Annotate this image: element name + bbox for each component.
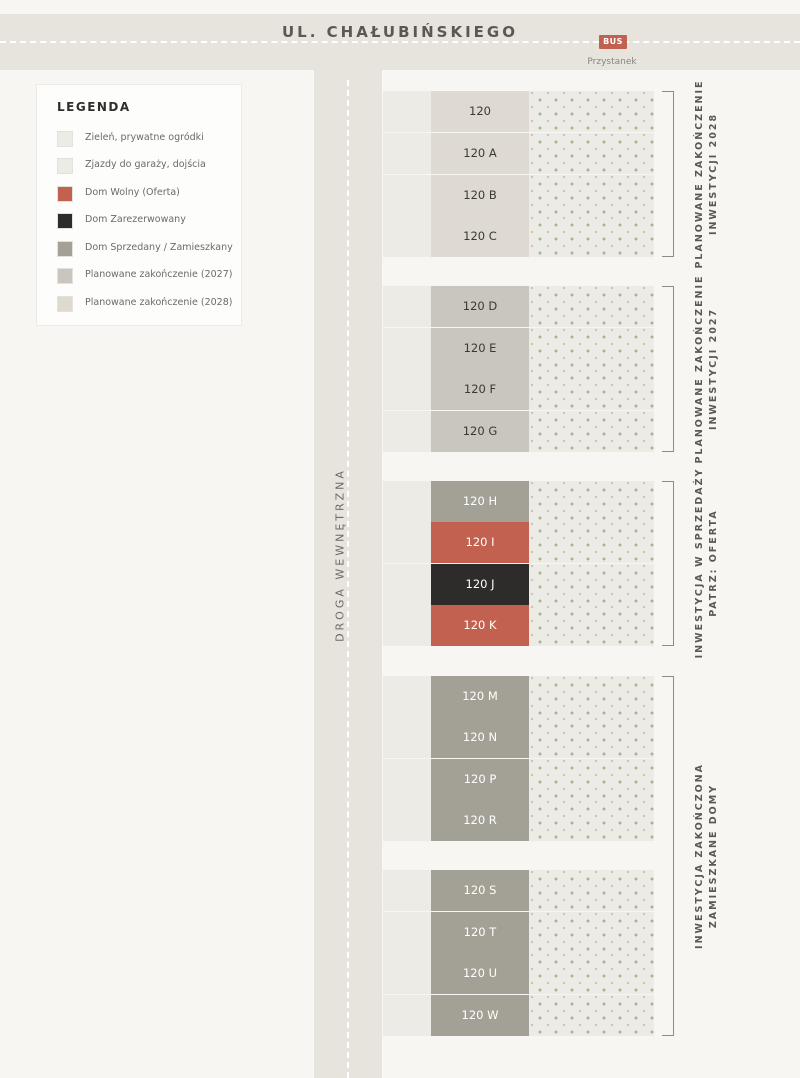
house-120-u[interactable]: 120 U xyxy=(431,953,529,994)
driveway xyxy=(383,800,431,841)
driveway xyxy=(383,953,431,994)
house-120-p[interactable]: 120 P xyxy=(431,759,529,800)
garden xyxy=(529,912,654,953)
group-label-line: ZAMIESZKANE DOMY xyxy=(708,783,719,929)
garden xyxy=(529,564,654,605)
garden xyxy=(529,522,654,563)
group-label-2027 xyxy=(693,274,721,463)
group-bracket-sale xyxy=(662,481,674,646)
house-120[interactable]: 120 xyxy=(431,91,529,132)
group-label-sale xyxy=(693,468,721,659)
house-120-m[interactable]: 120 M xyxy=(431,676,529,717)
plot-120[interactable] xyxy=(383,91,654,132)
driveway xyxy=(383,995,431,1036)
legend-swatch xyxy=(57,241,73,257)
plot-120-t[interactable] xyxy=(383,912,654,953)
group-label-line: PATRZ: OFERTA xyxy=(708,509,719,617)
house-120-i[interactable]: 120 I xyxy=(431,522,529,563)
garden xyxy=(529,175,654,216)
garden xyxy=(529,717,654,758)
garden xyxy=(529,369,654,410)
driveway xyxy=(383,411,431,452)
legend-panel xyxy=(36,84,242,326)
plot-120-w[interactable] xyxy=(383,995,654,1036)
street-name: UL. CHAŁUBIŃSKIEGO xyxy=(282,23,518,41)
house-120-f[interactable]: 120 F xyxy=(431,369,529,410)
garden xyxy=(529,676,654,717)
house-120-k[interactable]: 120 K xyxy=(431,605,529,646)
legend-label: Planowane zakończenie (2027) xyxy=(85,269,233,280)
group-label-line: INWESTYCJI 2027 xyxy=(708,307,719,431)
garden xyxy=(529,216,654,257)
plot-120-g[interactable] xyxy=(383,411,654,452)
plot-120-s[interactable] xyxy=(383,870,654,911)
street-chalubinskiego xyxy=(0,14,800,70)
driveway xyxy=(383,91,431,132)
group-bracket-2028 xyxy=(662,91,674,257)
legend-swatch xyxy=(57,296,73,312)
garden xyxy=(529,286,654,327)
driveway xyxy=(383,522,431,563)
garden xyxy=(529,953,654,994)
house-120-s[interactable]: 120 S xyxy=(431,870,529,911)
legend-item-reserved xyxy=(57,213,243,229)
group-label-line: INWESTYCJI 2028 xyxy=(708,112,719,236)
driveway xyxy=(383,870,431,911)
house-120-e[interactable]: 120 E xyxy=(431,328,529,369)
legend-swatch xyxy=(57,158,73,174)
driveway xyxy=(383,605,431,646)
garden xyxy=(529,759,654,800)
driveway xyxy=(383,216,431,257)
house-120-r[interactable]: 120 R xyxy=(431,800,529,841)
legend-label: Dom Zarezerwowany xyxy=(85,214,186,225)
garden xyxy=(529,605,654,646)
driveway xyxy=(383,676,431,717)
group-label-completed xyxy=(693,763,721,949)
house-120-n[interactable]: 120 N xyxy=(431,717,529,758)
driveway xyxy=(383,481,431,522)
house-120-d[interactable]: 120 D xyxy=(431,286,529,327)
group-bracket-completed xyxy=(662,676,674,1036)
group-bracket-2027 xyxy=(662,286,674,452)
plot-120-n[interactable] xyxy=(383,717,654,758)
house-120-j[interactable]: 120 J xyxy=(431,564,529,605)
legend-item-sold xyxy=(57,241,243,257)
legend-title: LEGENDA xyxy=(57,100,131,114)
legend-label: Dom Sprzedany / Zamieszkany xyxy=(85,242,233,253)
legend-item-driveways xyxy=(57,158,243,174)
legend-item-greenery xyxy=(57,131,243,147)
plot-120-a[interactable] xyxy=(383,133,654,174)
house-120-h[interactable]: 120 H xyxy=(431,481,529,522)
legend-label: Zjazdy do garaży, dojścia xyxy=(85,159,206,170)
garden xyxy=(529,995,654,1036)
plot-120-h[interactable] xyxy=(383,481,654,522)
garden xyxy=(529,411,654,452)
house-120-a[interactable]: 120 A xyxy=(431,133,529,174)
group-label-line: PLANOWANE ZAKOŃCZENIE xyxy=(694,79,705,269)
house-120-c[interactable]: 120 C xyxy=(431,216,529,257)
garden xyxy=(529,481,654,522)
group-label-2028 xyxy=(693,79,721,268)
plot-120-b[interactable] xyxy=(383,175,654,216)
street-centerline xyxy=(0,41,800,43)
plot-120-j[interactable] xyxy=(383,564,654,605)
plot-120-r[interactable] xyxy=(383,800,654,841)
plot-120-f[interactable] xyxy=(383,369,654,410)
garden xyxy=(529,870,654,911)
legend-label: Zieleń, prywatne ogródki xyxy=(85,132,204,143)
road-centerline xyxy=(347,80,349,1078)
driveway xyxy=(383,175,431,216)
plot-120-i[interactable] xyxy=(383,522,654,563)
bus-stop-label: Przystanek xyxy=(587,57,637,67)
driveway xyxy=(383,759,431,800)
driveway xyxy=(383,286,431,327)
driveway xyxy=(383,912,431,953)
garden xyxy=(529,133,654,174)
legend-item-planned-2027 xyxy=(57,268,243,284)
legend-label: Dom Wolny (Oferta) xyxy=(85,187,180,198)
garden xyxy=(529,800,654,841)
driveway xyxy=(383,328,431,369)
legend-swatch xyxy=(57,213,73,229)
group-label-line: PLANOWANE ZAKOŃCZENIE xyxy=(694,274,705,464)
house-120-t[interactable]: 120 T xyxy=(431,912,529,953)
group-label-line: INWESTYCJA W SPRZEDAŻY xyxy=(694,467,705,659)
house-120-g[interactable]: 120 G xyxy=(431,411,529,452)
garden xyxy=(529,328,654,369)
plot-120-d[interactable] xyxy=(383,286,654,327)
house-120-w[interactable]: 120 W xyxy=(431,995,529,1036)
plot-120-e[interactable] xyxy=(383,328,654,369)
driveway xyxy=(383,369,431,410)
group-label-line: INWESTYCJA ZAKOŃCZONA xyxy=(694,763,705,949)
legend-item-free xyxy=(57,186,243,202)
driveway xyxy=(383,564,431,605)
legend-swatch xyxy=(57,131,73,147)
plot-120-k[interactable] xyxy=(383,605,654,646)
plot-120-u[interactable] xyxy=(383,953,654,994)
legend-label: Planowane zakończenie (2028) xyxy=(85,297,233,308)
legend-swatch xyxy=(57,186,73,202)
driveway xyxy=(383,717,431,758)
house-120-b[interactable]: 120 B xyxy=(431,175,529,216)
plot-120-p[interactable] xyxy=(383,759,654,800)
driveway xyxy=(383,133,431,174)
road-label: DROGA WEWNĘTRZNA xyxy=(333,468,347,642)
bus-badge-icon: BUS xyxy=(599,35,627,49)
plot-120-m[interactable] xyxy=(383,676,654,717)
legend-swatch xyxy=(57,268,73,284)
plot-120-c[interactable] xyxy=(383,216,654,257)
garden xyxy=(529,91,654,132)
legend-item-planned-2028 xyxy=(57,296,243,312)
